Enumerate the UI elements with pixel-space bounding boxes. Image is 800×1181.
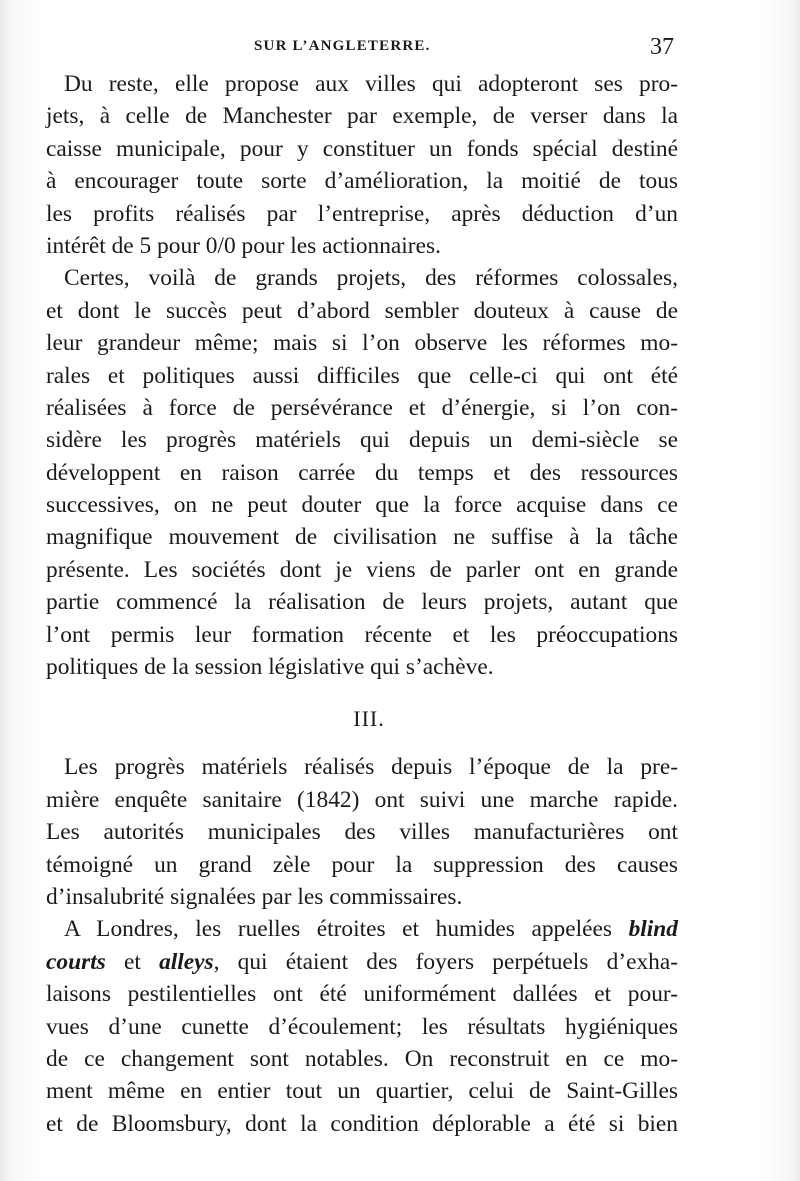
- text-line: leur grandeur même; mais si l’on observe les réformes mo-: [46, 330, 678, 357]
- text-run: et: [105, 948, 160, 975]
- italic-term: blind: [628, 916, 678, 943]
- text-line: les profits réalisés par l’entreprise, après déduction d’un: [46, 200, 678, 227]
- text-line: d’insalubrité signalées par les commissaires.: [46, 883, 463, 910]
- text-line: Certes, voilà de grands projets, des réformes colossales,: [64, 265, 678, 292]
- text-line: Du reste, elle propose aux villes qui adopteront ses pro-: [64, 71, 678, 97]
- text-line: caisse municipale, pour y constituer un fonds spécial destiné: [46, 135, 678, 162]
- text-line: présente. Les sociétés dont je viens de parler ont en grande: [46, 556, 678, 583]
- page-number: 37: [650, 34, 674, 60]
- text-line: [46, 913, 678, 945]
- paragraph: [46, 262, 678, 683]
- text-line: successives, on ne peut douter que la force acquise dans ce: [46, 492, 678, 519]
- text-run: , qui étaient des foyers perpétuels d’exha-: [213, 948, 679, 975]
- text-line: sidère les progrès matériels qui depuis un demi-siècle se: [46, 427, 678, 454]
- paragraph: [46, 68, 678, 262]
- paragraph: [46, 751, 678, 913]
- text-line: l’ont permis leur formation récente et les préoccupations: [46, 621, 678, 648]
- text-line: magnifique mouvement de civilisation ne suffise à la tâche: [46, 524, 678, 551]
- text-line: intérêt de 5 pour 0/0 pour les actionnaires.: [46, 232, 441, 259]
- running-head: SUR L’ANGLETERRE.: [254, 38, 431, 54]
- text-line: vues d’une cunette d’écoulement; les résultats hygiéniques: [46, 1013, 678, 1040]
- page-header: [62, 36, 674, 64]
- text-line: Les progrès matériels réalisés depuis l’époque de la pre-: [64, 754, 678, 781]
- italic-term: alleys: [159, 948, 214, 975]
- text-line: Les autorités municipales des villes manufacturières ont: [46, 819, 678, 846]
- text-line: ment même en entier tout un quartier, celui de Saint-Gilles: [46, 1078, 678, 1105]
- text-line: jets, à celle de Manchester par exemple, de verser dans la: [46, 103, 678, 130]
- text-line: [46, 946, 678, 978]
- section-heading: III.: [353, 706, 385, 732]
- text-line: de ce changement sont notables. On reconstruit en ce mo-: [46, 1045, 678, 1072]
- text-line: et de Bloomsbury, dont la condition déplorable a été si bien: [46, 1110, 678, 1137]
- text-line: mière enquête sanitaire (1842) ont suivi une marche rapide.: [46, 786, 678, 813]
- text-line: politiques de la session législative qui s’achève.: [46, 654, 494, 681]
- text-run: A Londres, les ruelles étroites et humides appelées: [64, 916, 629, 943]
- text-line: rales et politiques aussi difficiles que celle-ci qui ont été: [46, 362, 678, 389]
- paragraph: [46, 913, 678, 1140]
- text-line: à encourager toute sorte d’amélioration, la moitié de tous: [46, 168, 678, 195]
- text-line: laisons pestilentielles ont été uniformément dallées et pour-: [46, 981, 678, 1008]
- page-body: [46, 68, 678, 1140]
- text-line: réalisées à force de persévérance et d’énergie, si l’on con-: [46, 394, 678, 421]
- text-line: développent en raison carrée du temps et des ressources: [46, 459, 678, 486]
- text-line: et dont le succès peut d’abord sembler douteux à cause de: [46, 297, 678, 324]
- italic-term: courts: [46, 948, 106, 975]
- text-line: témoigné un grand zèle pour la suppression des causes: [46, 851, 678, 878]
- text-line: partie commencé la réalisation de leurs projets, autant que: [46, 589, 678, 616]
